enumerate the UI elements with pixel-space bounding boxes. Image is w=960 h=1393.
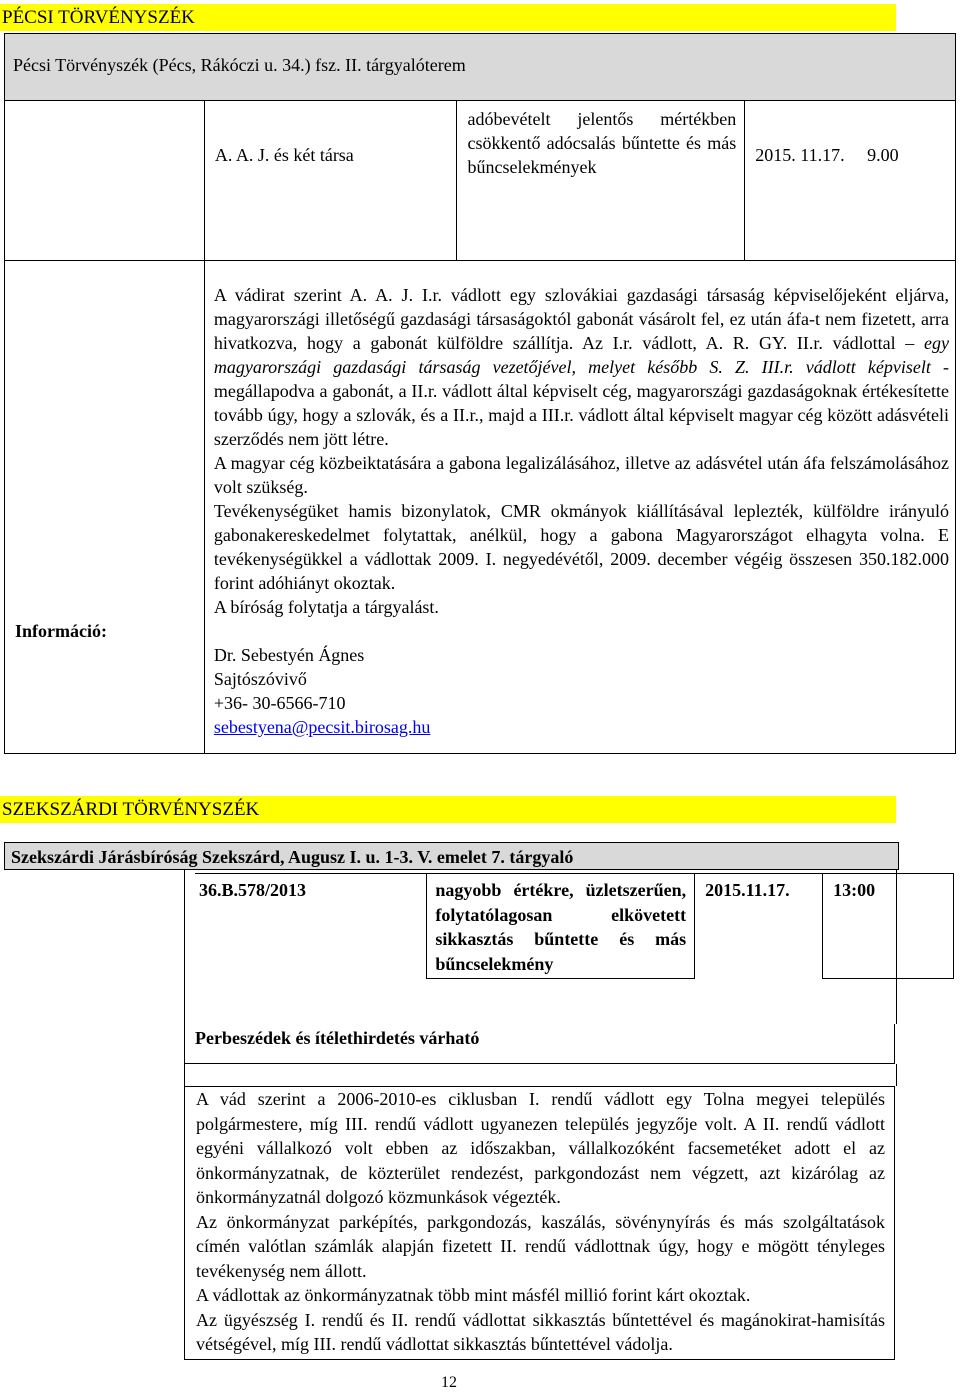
summary-paragraph: Az ügyészség I. rendű és II. rendű vádlottat sikkasztás bűntettével és magánokirat-hamisítás vétségével, míg III. rendű vádlottat sikkasztás bűntettével vádolja. bbox=[196, 1309, 885, 1354]
case-number-text: 36.B.578/2013 bbox=[199, 880, 307, 900]
summary-text: - megállapodva a gabonát, a II.r. vádlott által képviselt cég, magyarországi gazdaságoknak értékesítette tovább úgy, hogy a szlovák, és a II.r., majd a III.r. vádlott által képviselt magyar cég között adásvételi szerződés nem jött létre. bbox=[213, 357, 949, 449]
summary-paragraph: A bíróság folytatja a tárgyalást. bbox=[213, 597, 439, 617]
hearing-location-text: Szekszárdi Járásbíróság Szekszárd, Augusz I. u. 1-3. V. emelet 7. tárgyaló bbox=[11, 847, 574, 867]
szek-note-row bbox=[184, 1024, 895, 1064]
case-date-text: 2015.11.17. bbox=[705, 880, 790, 900]
contact-role: Sajtószóvivő bbox=[213, 669, 307, 689]
szek-case-area bbox=[184, 870, 897, 1024]
summary-paragraph: Tevékenységüket hamis bizonylatok, CMR okmányok kiállításával leplezték, külföldre irányuló gabonakereskedelmet folytattak, anélkül, hogy a gabona Magyarországot elhagyta volna. E tevékenységükkel a vádlottak 2009. I. negyedévétől, 2009. december végéig összesen 350.182.000 forint adóhiányt okoztak. bbox=[213, 501, 949, 593]
info-label: Információ: bbox=[15, 621, 107, 641]
case-number bbox=[195, 874, 427, 979]
info-label-cell bbox=[5, 283, 205, 643]
case-date bbox=[695, 874, 823, 979]
case-charge-text: adóbevételt jelentős mértékben csökkentő adócsalás bűntette és más bűncselekmények bbox=[467, 109, 737, 177]
szekszard-hearing-block bbox=[4, 842, 899, 1360]
case-charge bbox=[457, 101, 745, 261]
court-header-pecs bbox=[0, 4, 896, 31]
case-charge bbox=[427, 874, 695, 979]
case-time bbox=[823, 874, 954, 979]
case-time: 9.00 bbox=[867, 145, 899, 165]
hearing-location-text: Pécsi Törvényszék (Pécs, Rákóczi u. 34.) fsz. II. tárgyalóterem bbox=[13, 55, 466, 75]
pecs-hearing-table bbox=[4, 33, 956, 754]
hearing-location bbox=[4, 842, 899, 870]
hearing-note: Perbeszédek és ítélethirdetés várható bbox=[195, 1028, 480, 1048]
court-title: SZEKSZÁRDI TÖRVÉNYSZÉK bbox=[2, 799, 260, 820]
case-parties-text: A. A. J. és két társa bbox=[214, 145, 354, 165]
szek-gap bbox=[184, 1064, 897, 1086]
case-parties bbox=[204, 101, 457, 261]
info-gap bbox=[204, 261, 955, 284]
court-title: PÉCSI TÖRVÉNYSZÉK bbox=[2, 7, 195, 28]
empty-cell bbox=[5, 101, 205, 261]
court-header-szekszard bbox=[0, 796, 896, 823]
case-datetime bbox=[745, 101, 956, 261]
case-charge-text: nagyobb értékre, üzletszerűen, folytatólagosan elkövetett sikkasztás bűntette és más bűncselekmény bbox=[435, 880, 687, 974]
page-number: 12 bbox=[441, 1374, 457, 1391]
summary-paragraph: A vád szerint a 2006-2010-es ciklusban I. rendű vádlott egy Tolna megyei település polgármestere, míg III. rendű vádlott ugyanezen település jegyzője volt. A II. rendű vádlott egyéni vállalkozó volt ebben az időszakban, vállalkozóként facsemetéket adott el az önkormányzatnak, de közterület rendezést, parkgondozást nem végzett, azt kizárólag az önkormányzatnál dolgozó közmunkások végezték. bbox=[196, 1089, 885, 1207]
summary-paragraph: A magyar cég közbeiktatására a gabona legalizálásához, illetve az adásvétel után áfa felszámolásához volt szükség. bbox=[213, 453, 949, 497]
empty-cell bbox=[5, 643, 205, 754]
summary-paragraph bbox=[214, 283, 949, 451]
contact-block bbox=[204, 643, 955, 754]
contact-email-link[interactable]: sebestyena@pecsit.birosag.hu bbox=[213, 717, 431, 737]
case-date: 2015. 11.17. bbox=[755, 145, 845, 165]
case-summary bbox=[184, 1086, 895, 1360]
case-time-text: 13:00 bbox=[833, 880, 876, 900]
szek-case-table bbox=[195, 873, 954, 979]
summary-paragraph: A vádlottak az önkormányzatnak több mint másfél millió forint kárt okoztak. bbox=[196, 1285, 751, 1305]
summary-paragraph: Az önkormányzat parképítés, parkgondozás, kaszálás, sövénynyírás és más szolgáltatások címén valótlan számlák alapján fizetett II. rendű vádlottnak úgy, hogy e mögött tényleges tevékenység nem állott. bbox=[196, 1211, 885, 1281]
info-label-cell-top bbox=[5, 261, 205, 284]
contact-phone: +36- 30-6566-710 bbox=[213, 693, 346, 713]
summary-italic: egy magyarországi gazdasági társaság vezetőjével, melyet később S. Z. III.r. vádlott képviselt bbox=[213, 333, 949, 377]
hearing-location bbox=[5, 34, 956, 101]
contact-name: Dr. Sebestyén Ágnes bbox=[213, 645, 365, 665]
summary-text: A vádirat szerint A. A. J. I.r. vádlott egy szlovákiai gazdasági társaság képviselőjeként eljárva, magyarországi illetőségű gazdasági társaságoktól gabonát vásárolt fel, ez után áfa-t nem fizetett, arra hivatkozva, hogy a gabonát külföldre szállítja. Az I.r. vádlott, A. R. GY. II.r. vádlottal – bbox=[213, 285, 949, 353]
case-summary bbox=[204, 283, 955, 643]
